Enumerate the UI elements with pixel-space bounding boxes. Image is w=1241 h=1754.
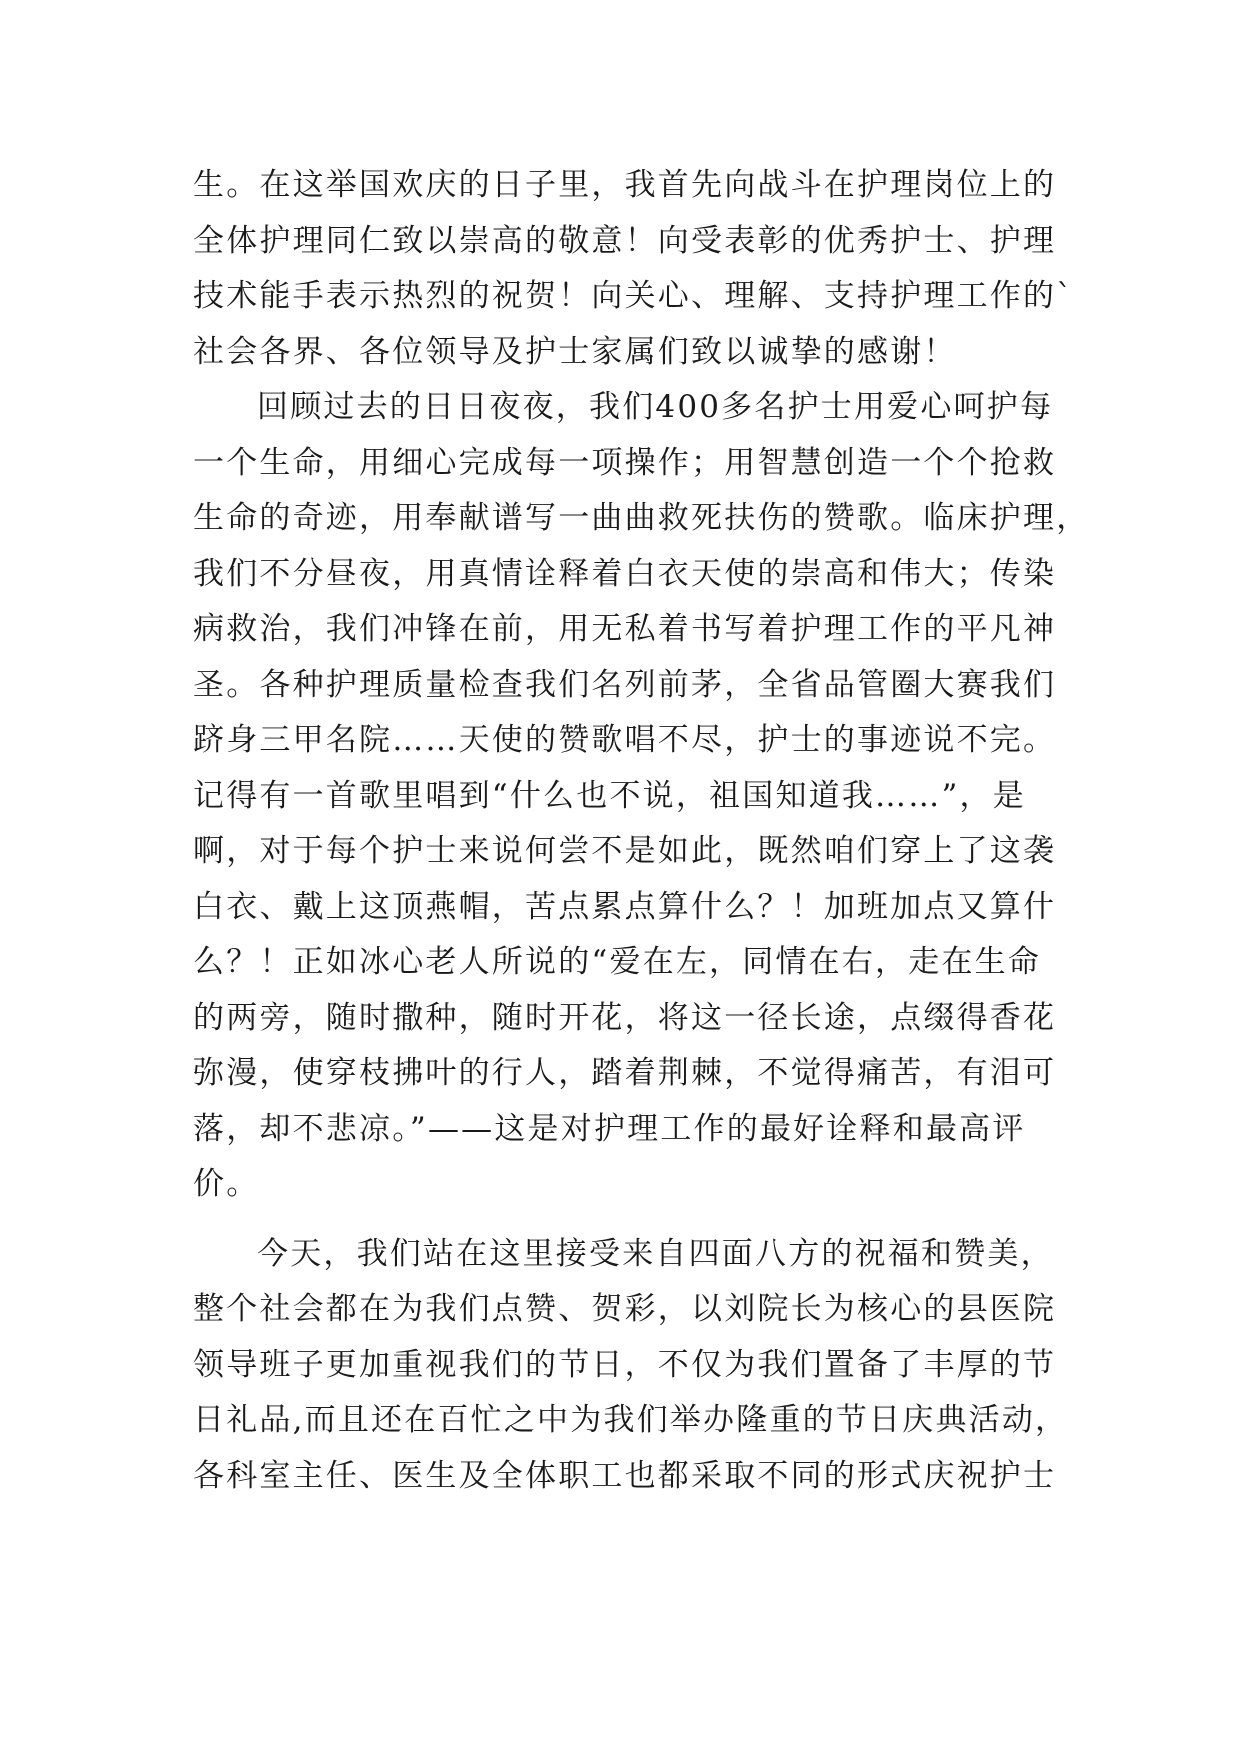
- text-line: 社会各界、各位领导及护士家属们致以诚挚的感谢！: [193, 333, 957, 370]
- text-line: 生。在这举国欢庆的日子里，我首先向战斗在护理岗位上的: [193, 167, 1057, 203]
- text-line: 病救治，我们冲锋在前，用无私着书写着护理工作的平凡神: [193, 611, 1057, 647]
- text-line: 一个生命，用细心完成每一项操作；用智慧创造一个个抢救: [193, 444, 1057, 481]
- text-line: 各科室主任、医生及全体职工也都采取不同的形式庆祝护士: [193, 1457, 1057, 1494]
- text-line: 记得有一首歌里唱到“什么也不说，祖国知道我……”，是: [193, 777, 1026, 814]
- text-line: 我们不分昼夜，用真情诠释着白衣天使的崇高和伟大；传染: [193, 555, 1057, 592]
- text-line: 领导班子更加重视我们的节日，不仅为我们置备了丰厚的节: [193, 1346, 1057, 1383]
- text-line: 落，却不悲凉。”——这是对护理工作的最好诠释和最高评: [193, 1110, 1026, 1147]
- paragraph-first-line: 回顾过去的日日夜夜，我们400多名护士用爱心呵护每: [257, 389, 1054, 425]
- text-line: 的两旁，随时撒种，随时开花，将这一径长途，点缀得香花: [193, 999, 1057, 1036]
- text-line: 日礼品,而且还在百忙之中为我们举办隆重的节日庆典活动，: [193, 1402, 1069, 1438]
- text-line: 生命的奇迹，用奉献谱写一曲曲救死扶伤的赞歌。临床护理，: [193, 500, 1090, 536]
- paragraph-first-line: 今天，我们站在这里接受来自四面八方的祝福和赞美，: [257, 1235, 1054, 1272]
- text-line: 白衣、戴上这顶燕帽，苦点累点算什么？！加班加点又算什: [193, 888, 1057, 925]
- text-line: 么？！正如冰心老人所说的“爱在左，同情在右，走在生命: [193, 944, 1042, 980]
- text-line: 全体护理同仁致以崇高的敬意！向受表彰的优秀护士、护理: [193, 222, 1057, 259]
- text-line: 技术能手表示热烈的祝贺！向关心、理解、支持护理工作的`: [193, 278, 1074, 314]
- text-line: 弥漫，使穿枝拂叶的行人，踏着荆棘，不觉得痛苦，有泪可: [193, 1055, 1057, 1091]
- text-line: 整个社会都在为我们点赞、贺彩，以刘院长为核心的县医院: [193, 1291, 1057, 1327]
- document-body: [193, 158, 1090, 1504]
- text-line: 价。: [193, 1166, 260, 1202]
- text-line: 跻身三甲名院……天使的赞歌唱不尽，护士的事迹说不完。: [193, 722, 1057, 758]
- text-line: 啊，对于每个护士来说何尝不是如此，既然咱们穿上了这袭: [193, 833, 1057, 869]
- text-line: 圣。各种护理质量检查我们名列前茅，全省品管圈大赛我们: [193, 666, 1057, 703]
